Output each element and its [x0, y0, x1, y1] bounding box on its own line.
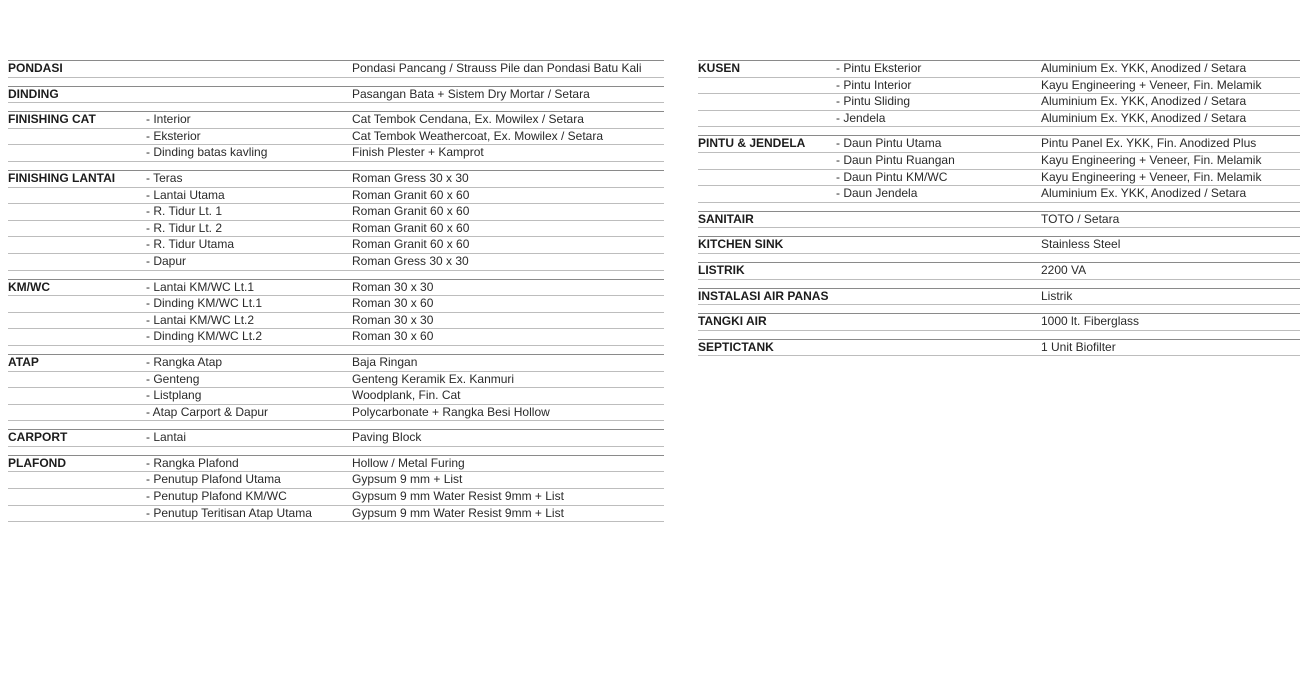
component-name [836, 289, 1041, 305]
spec-row [698, 153, 1300, 170]
specification-value: Cat Tembok Cendana, Ex. Mowilex / Setara [352, 112, 584, 127]
section-title [698, 170, 836, 186]
section-title [8, 254, 146, 270]
section-title: PONDASI [8, 61, 63, 75]
specification-value: Roman Granit 60 x 60 [352, 204, 470, 219]
component-name [836, 314, 1041, 330]
specification-value: Roman Gress 30 x 30 [352, 170, 469, 185]
specification-value: 2200 VA [1041, 262, 1087, 277]
section-title [8, 145, 146, 161]
spec-row [698, 186, 1300, 203]
section-title: KM/WC [8, 279, 50, 294]
component-name: - Lantai Utama [146, 187, 225, 202]
component-name [146, 61, 352, 77]
specification-value: Aluminium Ex. YKK, Anodized / Setara [1041, 94, 1247, 109]
spec-row [698, 94, 1300, 111]
component-name: - Daun Jendela [836, 186, 918, 201]
spec-section-finishing-cat [8, 111, 664, 162]
specification-value: 1000 lt. Fiberglass [1041, 314, 1140, 329]
component-name: - Rangka Atap [146, 354, 223, 369]
specification-value: Listrik [1041, 288, 1073, 303]
specification-value: Woodplank, Fin. Cat [352, 388, 461, 403]
spec-section-plafond [8, 455, 664, 522]
spec-row [8, 506, 664, 523]
spec-row [8, 489, 664, 506]
spec-row [8, 296, 664, 313]
specification-value: Kayu Engineering + Veneer, Fin. Melamik [1041, 169, 1262, 184]
spec-section-pondasi [8, 60, 664, 78]
specification-value: Paving Block [352, 430, 422, 445]
spec-row [8, 472, 664, 489]
specification-value: Aluminium Ex. YKK, Anodized / Setara [1041, 186, 1247, 201]
section-title [8, 329, 146, 345]
specification-value: TOTO / Setara [1041, 211, 1120, 226]
section-title [8, 506, 146, 522]
section-title [698, 153, 836, 169]
spec-row [698, 60, 1300, 78]
component-name [836, 340, 1041, 356]
specification-value: 1 Unit Biofilter [1041, 339, 1116, 354]
spec-row [8, 313, 664, 330]
spec-section-septictank [698, 339, 1300, 357]
section-title [8, 472, 146, 488]
component-name: - Lantai [146, 430, 187, 445]
component-name: - Jendela [836, 110, 886, 125]
section-title: INSTALASI AIR PANAS [698, 288, 829, 303]
component-name: - Eksterior [146, 128, 201, 143]
spec-row [8, 354, 664, 372]
component-name [836, 212, 1041, 228]
specification-value: Genteng Keramik Ex. Kanmuri [352, 371, 515, 386]
spec-row [8, 145, 664, 162]
section-title [8, 405, 146, 421]
component-name: - Pintu Sliding [836, 94, 911, 109]
spec-row [8, 170, 664, 188]
section-title: FINISHING LANTAI [8, 170, 116, 185]
section-title: ATAP [8, 354, 39, 369]
spec-row [8, 279, 664, 297]
spec-row [698, 262, 1300, 280]
spec-section-tangki-air [698, 313, 1300, 331]
specification-value: Aluminium Ex. YKK, Anodized / Setara [1041, 110, 1247, 125]
specification-value: Hollow / Metal Furing [352, 455, 465, 470]
spec-section-listrik [698, 262, 1300, 280]
specification-value: Roman Granit 60 x 60 [352, 220, 470, 235]
section-title [698, 94, 836, 110]
component-name: - Lantai KM/WC Lt.1 [146, 279, 255, 294]
section-title [8, 313, 146, 329]
specification-value: Gypsum 9 mm Water Resist 9mm + List [352, 505, 564, 520]
specification-value: Kayu Engineering + Veneer, Fin. Melamik [1041, 77, 1262, 92]
specification-value: Pasangan Bata + Sistem Dry Mortar / Setara [352, 86, 590, 101]
section-title [8, 388, 146, 404]
spec-row [8, 405, 664, 422]
spec-row [698, 288, 1300, 306]
specification-value: Finish Plester + Kamprot [352, 145, 484, 160]
component-name: - Interior [146, 112, 191, 127]
spec-row [8, 429, 664, 447]
specification-value: Roman 30 x 60 [352, 296, 434, 311]
section-title: LISTRIK [698, 262, 745, 277]
section-title: DINDING [8, 86, 59, 101]
specification-value: Aluminium Ex. YKK, Anodized / Setara [1041, 61, 1247, 75]
spec-row [8, 237, 664, 254]
component-name: - Pintu Interior [836, 77, 912, 92]
specification-value: Kayu Engineering + Veneer, Fin. Melamik [1041, 152, 1262, 167]
spec-section-atap [8, 354, 664, 421]
section-title: CARPORT [8, 430, 68, 445]
component-name: - Dapur [146, 253, 187, 268]
section-title [8, 221, 146, 237]
section-title [8, 237, 146, 253]
component-name: - Listplang [146, 388, 202, 403]
specification-value: Roman Granit 60 x 60 [352, 237, 470, 252]
spec-section-km-wc [8, 279, 664, 346]
spec-row [8, 388, 664, 405]
component-name: - R. Tidur Utama [146, 237, 235, 252]
spec-row [698, 339, 1300, 357]
spec-section-sanitair [698, 211, 1300, 229]
component-name [836, 263, 1041, 279]
section-title [8, 204, 146, 220]
specification-value: Stainless Steel [1041, 237, 1121, 252]
spec-row [8, 129, 664, 146]
component-name: - Rangka Plafond [146, 455, 239, 470]
section-title: PLAFOND [8, 455, 66, 470]
spec-row [698, 135, 1300, 153]
component-name: - Penutup Teritisan Atap Utama [146, 505, 312, 520]
component-name: - Genteng [146, 371, 200, 386]
specification-value: Polycarbonate + Rangka Besi Hollow [352, 404, 550, 419]
spec-row [698, 111, 1300, 128]
section-title [8, 489, 146, 505]
specification-value: Roman 30 x 30 [352, 279, 434, 294]
specification-value: Roman 30 x 60 [352, 329, 434, 344]
section-title [8, 372, 146, 388]
specification-value: Roman Granit 60 x 60 [352, 187, 470, 202]
spec-row [698, 170, 1300, 187]
component-name: - Lantai KM/WC Lt.2 [146, 312, 255, 327]
component-name: - Teras [146, 170, 183, 185]
section-title: FINISHING CAT [8, 112, 96, 127]
component-name [146, 87, 352, 103]
section-title: SEPTICTANK [698, 339, 774, 354]
component-name: - Dinding batas kavling [146, 145, 268, 160]
component-name: - Penutup Plafond KM/WC [146, 489, 287, 504]
component-name: - Dinding KM/WC Lt.2 [146, 329, 263, 344]
spec-row [8, 204, 664, 221]
spec-section-dinding [8, 86, 664, 104]
spec-table-right [698, 60, 1300, 364]
component-name: - Penutup Plafond Utama [146, 472, 281, 487]
spec-section-instalasi-air-panas [698, 288, 1300, 306]
component-name: - Pintu Eksterior [836, 61, 922, 75]
spec-row [8, 254, 664, 271]
component-name: - Daun Pintu Ruangan [836, 152, 955, 167]
spec-section-kitchen-sink [698, 236, 1300, 254]
section-title: PINTU & JENDELA [698, 136, 806, 151]
specification-value: Cat Tembok Weathercoat, Ex. Mowilex / Setara [352, 128, 603, 143]
section-title [8, 296, 146, 312]
spec-row [8, 372, 664, 389]
spec-section-kusen [698, 60, 1300, 127]
section-title [8, 129, 146, 145]
spec-row [698, 78, 1300, 95]
component-name: - R. Tidur Lt. 1 [146, 204, 223, 219]
section-title: KUSEN [698, 61, 741, 75]
specification-value: Gypsum 9 mm Water Resist 9mm + List [352, 489, 564, 504]
spec-row [8, 60, 664, 78]
section-title [698, 186, 836, 202]
section-title: KITCHEN SINK [698, 237, 784, 252]
spec-table-left [8, 60, 664, 530]
spec-section-finishing-lantai [8, 170, 664, 271]
spec-row [8, 329, 664, 346]
specification-value: Roman 30 x 30 [352, 312, 434, 327]
component-name: - Daun Pintu Utama [836, 136, 942, 151]
spec-row [8, 455, 664, 473]
spec-row [8, 188, 664, 205]
section-title: SANITAIR [698, 211, 754, 226]
component-name: - R. Tidur Lt. 2 [146, 220, 223, 235]
spec-row [8, 221, 664, 238]
specification-value: Pintu Panel Ex. YKK, Fin. Anodized Plus [1041, 136, 1257, 151]
component-name: - Daun Pintu KM/WC [836, 169, 948, 184]
spec-row [698, 313, 1300, 331]
specification-value: Baja Ringan [352, 354, 418, 369]
spec-row [8, 86, 664, 104]
component-name [836, 237, 1041, 253]
component-name: - Dinding KM/WC Lt.1 [146, 296, 263, 311]
spec-section-pintu-jendela [698, 135, 1300, 202]
specification-value: Pondasi Pancang / Strauss Pile dan Pondasi Batu Kali [352, 61, 642, 75]
section-title [698, 78, 836, 94]
section-title [698, 111, 836, 127]
specification-value: Roman Gress 30 x 30 [352, 253, 469, 268]
spec-row [698, 211, 1300, 229]
section-title [8, 188, 146, 204]
spec-row [698, 236, 1300, 254]
component-name: - Atap Carport & Dapur [146, 404, 269, 419]
spec-row [8, 111, 664, 129]
specification-value: Gypsum 9 mm + List [352, 472, 463, 487]
section-title: TANGKI AIR [698, 314, 767, 329]
spec-section-carport [8, 429, 664, 447]
